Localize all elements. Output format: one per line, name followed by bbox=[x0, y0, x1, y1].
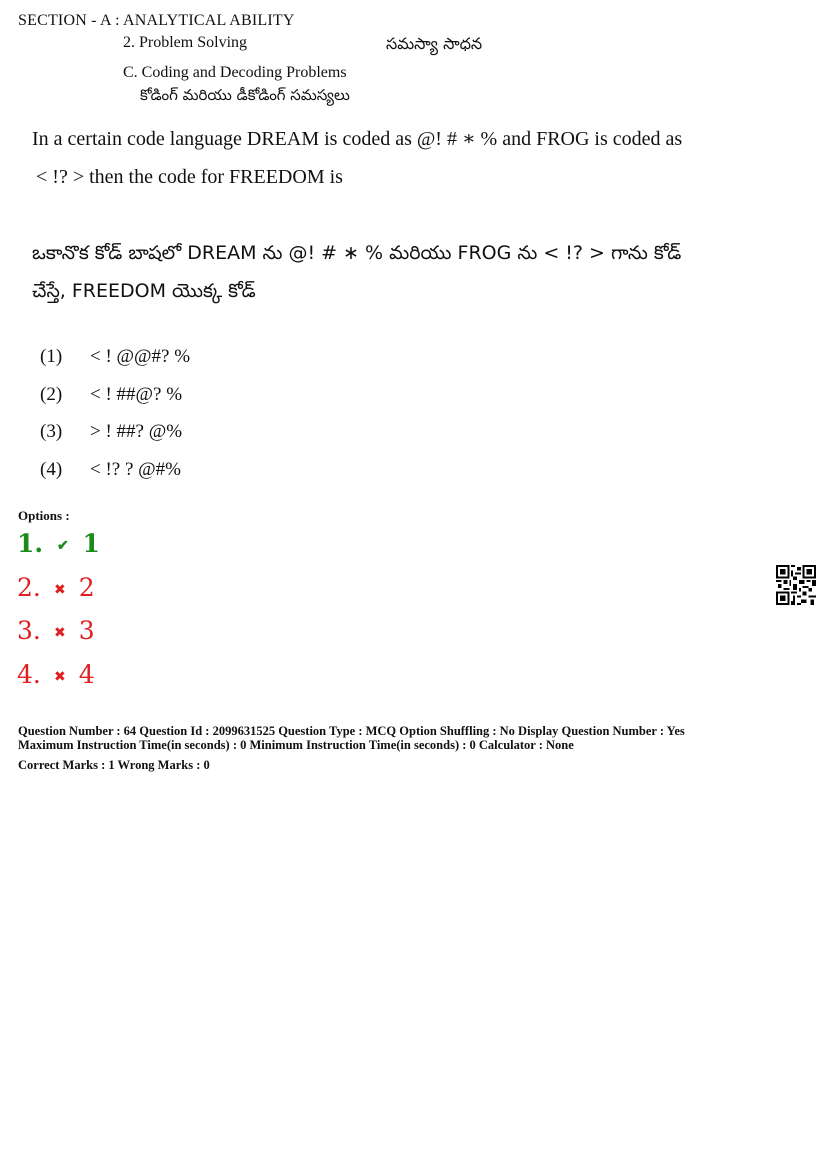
answer-option-3 bbox=[17, 616, 95, 645]
check-icon: ✔ bbox=[56, 537, 69, 554]
choice-3 bbox=[40, 421, 182, 443]
question-english bbox=[32, 120, 682, 196]
choice-number: (1) bbox=[40, 346, 63, 367]
options-label: Options : bbox=[18, 508, 70, 523]
choice-1 bbox=[40, 346, 190, 368]
answer-index: 2. bbox=[17, 573, 41, 602]
question-english-line1: In a certain code language DREAM is coded as @! # ∗ % and FROG is coded as bbox=[32, 128, 683, 150]
answer-option-4 bbox=[17, 660, 95, 689]
cross-icon: ✖ bbox=[53, 624, 66, 641]
question-telugu-line1: ఒకానొక కోడ్ బాషలో DREAM ను @! # ∗ % మరియు FROG ను < !? > గాను కోడ్ bbox=[32, 242, 682, 264]
answer-index: 1. bbox=[17, 529, 44, 558]
subsection-problem-solving: 2. Problem Solving bbox=[123, 34, 248, 51]
answer-index: 4. bbox=[17, 660, 41, 689]
question-meta-line2: Maximum Instruction Time(in seconds) : 0 Minimum Instruction Time(in seconds) : 0 Calculator : None bbox=[18, 738, 574, 752]
cross-icon: ✖ bbox=[53, 581, 66, 598]
subsection-coding-decoding: C. Coding and Decoding Problems bbox=[123, 64, 347, 81]
answer-value: 2 bbox=[78, 573, 95, 602]
question-telugu-line2: చేస్తే, FREEDOM యొక్క కోడ్ bbox=[32, 280, 256, 302]
answer-value: 1 bbox=[82, 529, 100, 558]
answer-option-2 bbox=[17, 573, 95, 602]
section-title: SECTION - A : ANALYTICAL ABILITY bbox=[18, 12, 295, 29]
qr-code-icon bbox=[776, 565, 816, 605]
choice-number: (4) bbox=[40, 459, 63, 480]
answer-option-1 bbox=[17, 529, 100, 558]
question-meta-line1: Question Number : 64 Question Id : 2099631525 Question Type : MCQ Option Shuffling : No Display Question Number : Yes bbox=[18, 724, 685, 738]
choice-text: < ! @@#? % bbox=[90, 346, 191, 367]
choice-text: < ! ##@? % bbox=[90, 384, 183, 405]
question-english-line2: < !? > then the code for FREEDOM is bbox=[36, 166, 343, 188]
choice-2 bbox=[40, 384, 182, 406]
answer-index: 3. bbox=[17, 616, 41, 645]
cross-icon: ✖ bbox=[53, 668, 66, 685]
subsection-problem-solving-telugu: సమస్యా సాధన bbox=[386, 34, 483, 53]
choice-number: (2) bbox=[40, 384, 63, 405]
choice-number: (3) bbox=[40, 421, 63, 442]
answer-value: 3 bbox=[78, 616, 95, 645]
subsection-coding-decoding-telugu: కోడింగ్ మరియు డీకోడింగ్ సమస్యలు bbox=[140, 86, 350, 104]
marks-info: Correct Marks : 1 Wrong Marks : 0 bbox=[18, 758, 210, 772]
choice-text: < !? ? @#% bbox=[90, 459, 181, 480]
question-telugu bbox=[32, 234, 681, 310]
answer-value: 4 bbox=[78, 660, 95, 689]
choice-4 bbox=[40, 459, 181, 481]
choice-text: > ! ##? @% bbox=[90, 421, 183, 442]
